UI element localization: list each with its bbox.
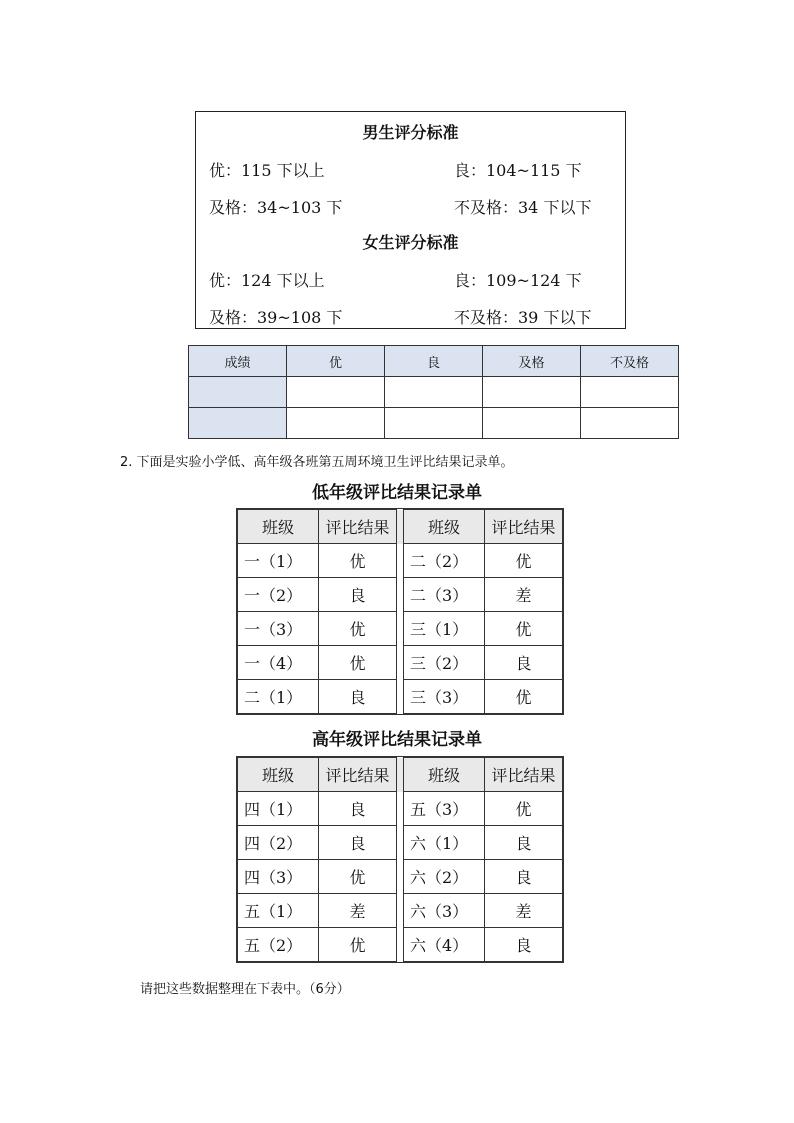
upper-grade-title: 高年级评比结果记录单 — [312, 730, 482, 750]
divider — [397, 860, 404, 894]
result-cell: 差 — [485, 894, 563, 928]
class-cell: 六（4） — [404, 928, 485, 962]
class-header: 班级 — [404, 758, 485, 792]
instruction-text: 请把这些数据整理在下表中。（6分） — [140, 982, 350, 997]
girls-fail: 不及格：39 下以下 — [454, 308, 592, 327]
result-cell: 差 — [319, 894, 397, 928]
class-header: 班级 — [238, 758, 319, 792]
class-cell: 一（3） — [238, 612, 319, 646]
class-cell: 五（3） — [404, 792, 485, 826]
upper-grade-record-table — [236, 756, 564, 963]
blank-cell[interactable] — [581, 408, 679, 439]
class-cell: 六（2） — [404, 860, 485, 894]
grade-summary-table — [188, 345, 679, 439]
class-cell: 三（2） — [404, 646, 485, 680]
blank-cell[interactable] — [483, 377, 581, 408]
class-cell: 五（1） — [238, 894, 319, 928]
result-cell: 优 — [485, 612, 563, 646]
lower-grade-record-table — [236, 508, 564, 715]
divider — [397, 680, 404, 714]
boys-standard-title: 男生评分标准 — [362, 123, 459, 142]
result-cell: 优 — [485, 792, 563, 826]
divider — [397, 792, 404, 826]
result-header: 评比结果 — [319, 758, 397, 792]
result-cell: 优 — [319, 544, 397, 578]
class-cell: 三（3） — [404, 680, 485, 714]
result-cell: 优 — [319, 646, 397, 680]
divider — [397, 894, 404, 928]
boys-fail: 不及格：34 下以下 — [454, 198, 592, 217]
lower-grade-title: 低年级评比结果记录单 — [312, 483, 482, 503]
result-cell: 良 — [319, 680, 397, 714]
table-row — [238, 612, 563, 646]
header-cell-fail: 不及格 — [581, 346, 679, 377]
table-row — [189, 408, 679, 439]
table-row — [238, 928, 563, 962]
class-cell: 一（2） — [238, 578, 319, 612]
result-cell: 良 — [485, 860, 563, 894]
result-cell: 良 — [485, 826, 563, 860]
blank-cell[interactable] — [287, 377, 385, 408]
divider — [397, 578, 404, 612]
table-row — [238, 792, 563, 826]
blank-cell[interactable] — [287, 408, 385, 439]
table-row — [238, 544, 563, 578]
table-header-row — [238, 758, 563, 792]
result-cell: 良 — [485, 646, 563, 680]
result-cell: 良 — [485, 928, 563, 962]
class-cell: 四（3） — [238, 860, 319, 894]
class-header: 班级 — [404, 510, 485, 544]
header-cell-good: 良 — [385, 346, 483, 377]
girls-excellent: 优：124 下以上 — [209, 271, 325, 290]
blank-cell[interactable] — [385, 377, 483, 408]
girls-standard-title: 女生评分标准 — [362, 233, 459, 252]
table-row — [238, 646, 563, 680]
header-cell-grade: 成绩 — [189, 346, 287, 377]
row-label-cell[interactable] — [189, 377, 287, 408]
blank-cell[interactable] — [385, 408, 483, 439]
table-row — [238, 860, 563, 894]
scoring-standards-box — [195, 111, 626, 329]
boys-good: 良：104~115 下 — [454, 161, 582, 180]
class-header: 班级 — [238, 510, 319, 544]
class-cell: 一（4） — [238, 646, 319, 680]
result-cell: 良 — [319, 578, 397, 612]
class-cell: 四（1） — [238, 792, 319, 826]
class-cell: 三（1） — [404, 612, 485, 646]
result-cell: 差 — [485, 578, 563, 612]
result-cell: 优 — [485, 680, 563, 714]
divider — [397, 612, 404, 646]
question-text: 2. 下面是实验小学低、高年级各班第五周环境卫生评比结果记录单。 — [120, 455, 514, 470]
result-cell: 优 — [319, 612, 397, 646]
blank-cell[interactable] — [581, 377, 679, 408]
table-header-row — [238, 510, 563, 544]
divider — [397, 928, 404, 962]
blank-cell[interactable] — [483, 408, 581, 439]
boys-excellent: 优：115 下以上 — [209, 161, 325, 180]
class-cell: 四（2） — [238, 826, 319, 860]
divider — [397, 826, 404, 860]
table-row — [238, 894, 563, 928]
result-cell: 优 — [319, 860, 397, 894]
table-row — [189, 377, 679, 408]
header-cell-excellent: 优 — [287, 346, 385, 377]
result-cell: 优 — [319, 928, 397, 962]
row-label-cell[interactable] — [189, 408, 287, 439]
table-row — [238, 578, 563, 612]
result-cell: 良 — [319, 792, 397, 826]
class-cell: 五（2） — [238, 928, 319, 962]
result-cell: 优 — [485, 544, 563, 578]
divider — [397, 758, 404, 792]
result-cell: 良 — [319, 826, 397, 860]
header-cell-pass: 及格 — [483, 346, 581, 377]
result-header: 评比结果 — [485, 758, 563, 792]
class-cell: 二（1） — [238, 680, 319, 714]
boys-pass: 及格：34~103 下 — [209, 198, 343, 217]
class-cell: 六（1） — [404, 826, 485, 860]
divider — [397, 544, 404, 578]
class-cell: 二（2） — [404, 544, 485, 578]
table-row — [238, 680, 563, 714]
divider — [397, 510, 404, 544]
divider — [397, 646, 404, 680]
girls-good: 良：109~124 下 — [454, 271, 582, 290]
class-cell: 二（3） — [404, 578, 485, 612]
girls-pass: 及格：39~108 下 — [209, 308, 343, 327]
table-header-row — [189, 346, 679, 377]
result-header: 评比结果 — [319, 510, 397, 544]
result-header: 评比结果 — [485, 510, 563, 544]
table-row — [238, 826, 563, 860]
class-cell: 一（1） — [238, 544, 319, 578]
class-cell: 六（3） — [404, 894, 485, 928]
